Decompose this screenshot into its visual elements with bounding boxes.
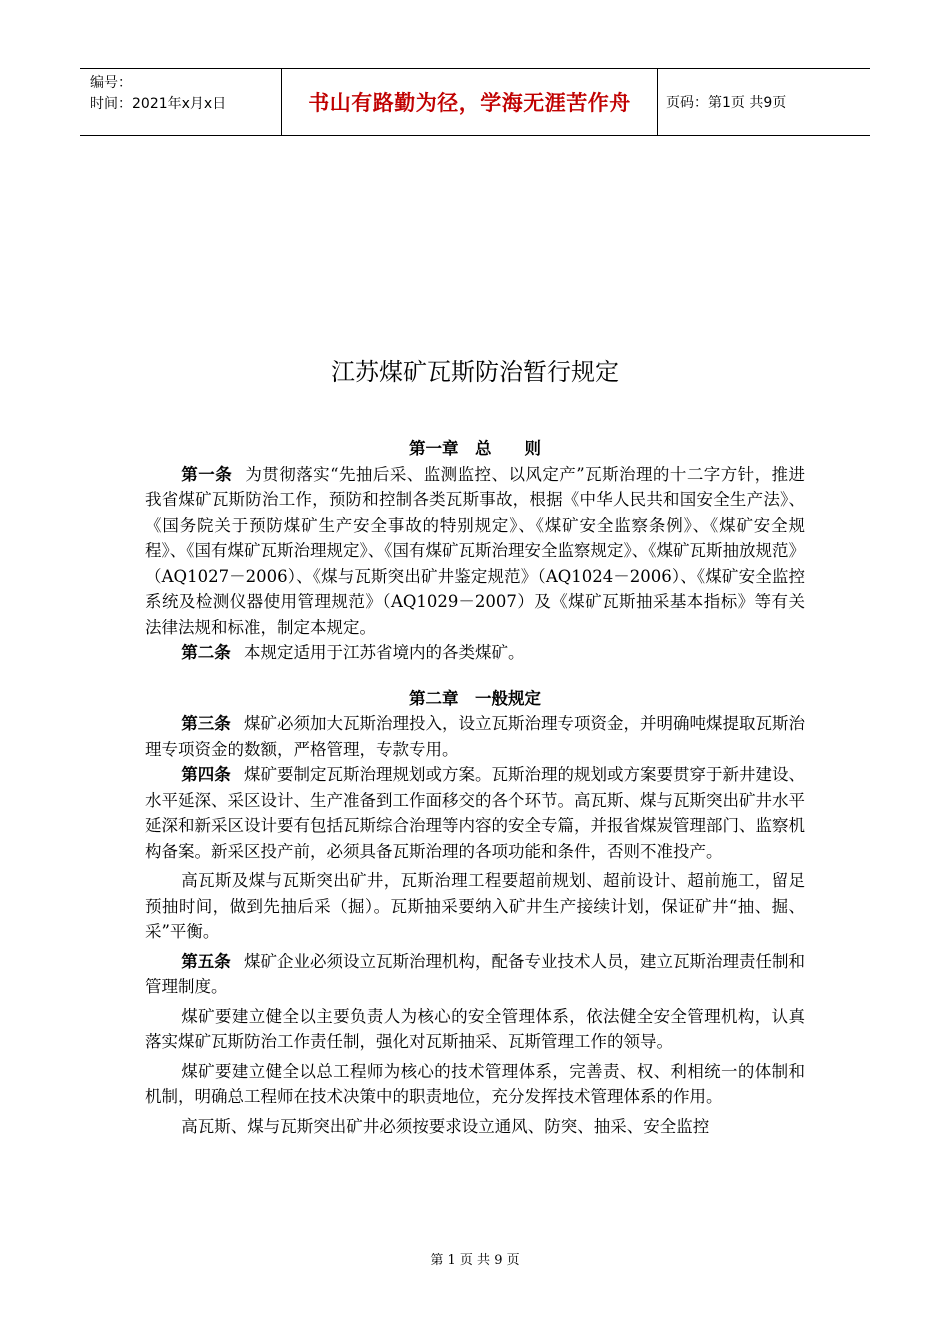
body-paragraph: 煤矿要建立健全以总工程师为核心的技术管理体系，完善责、权、利相统一的体制和机制，明确总工程师在技术决策中的职责地位，充分发挥技术管理体系的作用。 <box>145 1061 805 1106</box>
header-motto: 书山有路勤为径，学海无涯苦作舟 <box>282 69 658 135</box>
header-meta <box>80 69 282 135</box>
article-label: 第五条 <box>181 951 231 971</box>
page-footer: 第 1 页 共 9 页 <box>430 1253 520 1268</box>
article-paragraph <box>145 711 805 762</box>
article-text: 本规定适用于江苏省境内的各类煤矿。 <box>243 643 525 662</box>
article-paragraph <box>145 949 805 1000</box>
article-text: 为贯彻落实“先抽后采、监测监控、以风定产”瓦斯治理的十二字方针，推进我省煤矿瓦斯防治工作，预防和控制各类瓦斯事故，根据《中华人民共和国安全生产法》、《国务院关于预防煤矿生产安全事故的特别规定》、《煤矿安全监察条例》、《煤矿安全规程》、《国有煤矿瓦斯治理规定》、《国有煤矿瓦斯治理安全监察规定》、《煤矿瓦斯抽放规范》（AQ1027－2006）、《煤与瓦斯突出矿井鉴定规范》（AQ1024－2006）、《煤矿安全监控系统及检测仪器使用管理规范》（AQ1029－2007）及《煤矿瓦斯抽采基本指标》等有关法律法规和标准，制定本规定。 <box>145 464 806 637</box>
article-paragraph <box>145 462 805 641</box>
article-label: 第四条 <box>181 765 231 784</box>
body-paragraph: 高瓦斯、煤与瓦斯突出矿井必须按要求设立通风、防突、抽采、安全监控 <box>181 1116 710 1136</box>
document-time-label: 时间：2021年x月x日 <box>90 96 227 112</box>
chapter-heading: 第一章 总 则 <box>409 439 541 458</box>
document-title: 江苏煤矿瓦斯防治暂行规定 <box>331 358 619 386</box>
body-paragraph: 高瓦斯及煤与瓦斯突出矿井，瓦斯治理工程要超前规划、超前设计、超前施工，留足预抽时间，做到先抽后采（掘）。瓦斯抽采要纳入矿井生产接续计划，保证矿井“抽、掘、采”平衡。 <box>145 871 805 941</box>
article-text: 煤矿要制定瓦斯治理规划或方案。瓦斯治理的规划或方案要贯穿于新井建设、水平延深、采区设计、生产准备到工作面移交的各个环节。高瓦斯、煤与瓦斯突出矿井水平延深和新采区设计要有包括瓦斯综合治理等内容的安全专篇，并报省煤炭管理部门、监察机构备案。新采区投产前，必须具备瓦斯治理的各项功能和条件，否则不准投产。 <box>145 765 806 861</box>
header-page-label: 页码：第1页 共9页 <box>666 95 787 111</box>
body-paragraph: 煤矿要建立健全以主要负责人为核心的安全管理体系，依法健全安全管理机构，认真落实煤矿瓦斯防治工作责任制，强化对瓦斯抽采、瓦斯管理工作的领导。 <box>145 1006 805 1051</box>
article-label: 第一条 <box>181 464 233 484</box>
article-text: 煤矿企业必须设立瓦斯治理机构，配备专业技术人员，建立瓦斯治理责任制和管理制度。 <box>145 951 806 996</box>
article-label: 第三条 <box>181 714 231 733</box>
chapter-heading: 第二章 一般规定 <box>409 688 541 708</box>
page-header <box>80 68 870 136</box>
article-label: 第二条 <box>181 643 231 662</box>
document-number-label: 编号： <box>90 75 132 91</box>
article-paragraph <box>145 762 805 864</box>
article-paragraph <box>145 640 805 666</box>
article-text: 煤矿必须加大瓦斯治理投入，设立瓦斯治理专项资金，并明确吨煤提取瓦斯治理专项资金的数额，严格管理，专款专用。 <box>145 714 806 759</box>
document-body <box>145 436 805 1139</box>
